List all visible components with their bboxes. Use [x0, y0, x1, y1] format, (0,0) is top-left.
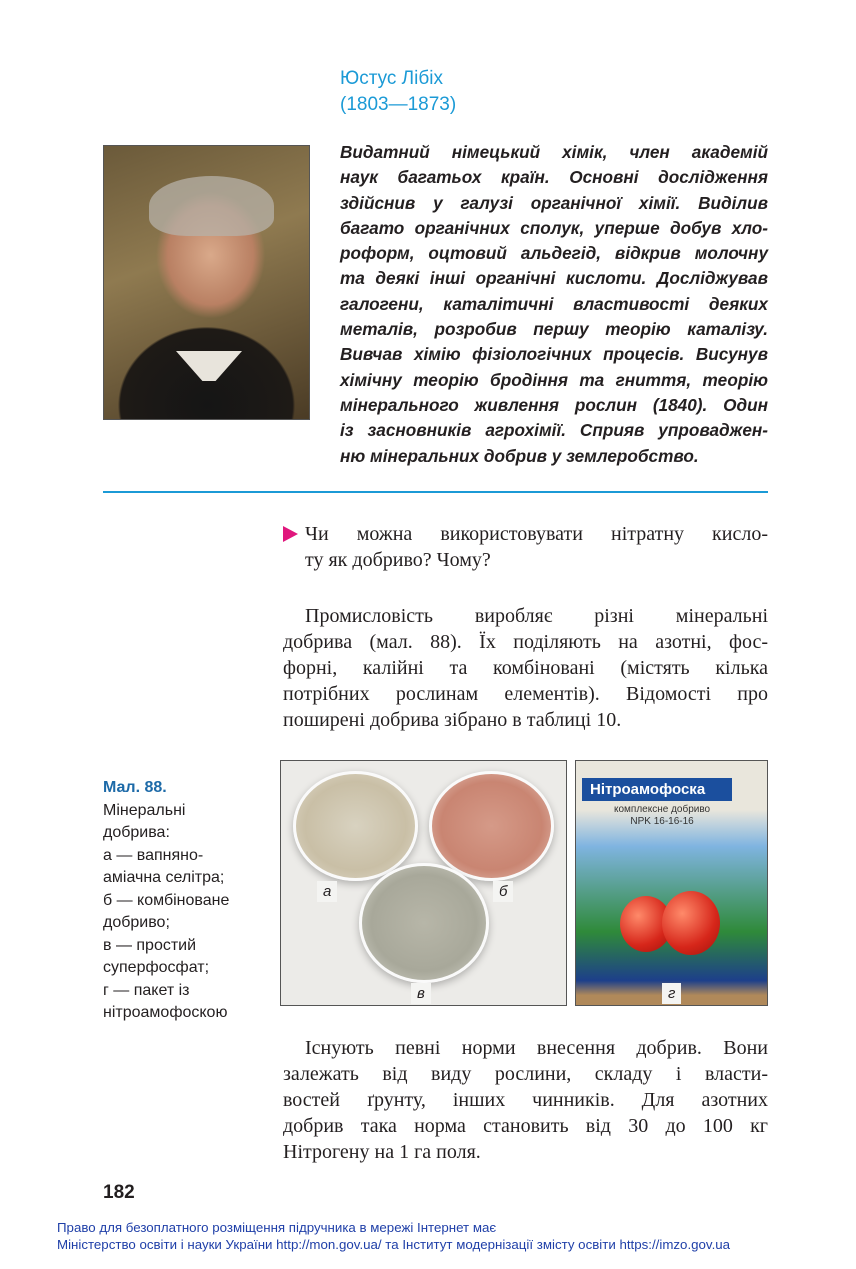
footer-line-2: Міністерство освіти і науки України http://mon.gov.ua/ та Інститут модернізації змісту освіти https://imzo.gov.ua: [57, 1237, 731, 1252]
package-subtitle: [614, 804, 710, 828]
text-line: поширені добрива зібрано в таблиці 10.: [283, 709, 622, 731]
package-brand: Нітроамофоска: [582, 778, 732, 801]
figure-title: Мал. 88.: [103, 779, 167, 796]
page-number: 182: [103, 1182, 135, 1203]
package-npk: NPK 16-16-16: [630, 816, 694, 827]
package-type: комплексне добриво: [614, 804, 711, 815]
text-line: галогени, каталітичні властивості деяких: [340, 293, 768, 314]
label-b: б: [493, 881, 513, 902]
dish-a: [293, 771, 418, 881]
paragraph-norms: [283, 1035, 768, 1165]
biography-title: [340, 66, 456, 118]
text-line: наук багатьох країн. Основні дослідження: [340, 167, 768, 188]
caption-line: б — комбіноване: [103, 891, 230, 909]
text-line: роформ, оцтовий альдегід, відкрив молочну: [340, 243, 768, 264]
figure-caption: [103, 777, 229, 1025]
text-line: потрібних рослинам елементів). Відомості про: [283, 683, 768, 705]
text-line: Промисловість виробляє різні мінеральні: [305, 605, 768, 627]
text-line: із засновників агрохімії. Сприяв упроваджен-: [340, 420, 768, 441]
scientist-name: Юстус Лібіх: [340, 68, 443, 89]
text-line: та деякі інші органічні кислоти. Досліджував: [340, 268, 768, 289]
text-line: Існують певні норми внесення добрив. Вони: [305, 1037, 768, 1059]
fertilizer-package-photo: [575, 760, 768, 1006]
caption-line: суперфосфат;: [103, 959, 210, 976]
text-line: добрив така норма становить від 30 до 100 кг: [283, 1115, 768, 1137]
label-v: в: [411, 983, 431, 1004]
text-line: мінерального живлення рослин (1840). Один: [340, 394, 768, 415]
text-line: здійснив у галузі органічної хімії. Виділив: [340, 192, 768, 213]
caption-line: а — вапняно-: [103, 846, 204, 864]
text-line: Нітрогену на 1 га поля.: [283, 1141, 481, 1163]
caption-line: Мінеральні: [103, 801, 186, 819]
text-line: Чи можна використовувати нітратну кисло-: [305, 523, 768, 545]
label-g: г: [662, 983, 681, 1004]
paragraph-fertilizers: [283, 603, 768, 733]
section-divider: [103, 491, 768, 493]
text-line: ту як добриво? Чому?: [305, 549, 491, 571]
text-line: востей ґрунту, інших чинників. Для азотних: [283, 1089, 768, 1111]
text-line: форні, калійні та комбіновані (містять кілька: [283, 657, 768, 679]
tomato-right: [662, 891, 720, 955]
caption-line: аміачна селітра;: [103, 869, 225, 886]
portrait-collar: [176, 351, 242, 381]
caption-line: добрива:: [103, 824, 170, 841]
biography-text: [340, 140, 768, 469]
copyright-footer: [57, 1219, 730, 1253]
scientist-years: (1803—1873): [340, 94, 457, 115]
question-text: [305, 521, 768, 573]
portrait-image: [103, 145, 310, 420]
text-line: Вивчав хімію фізіологічних процесів. Висунув: [340, 344, 768, 365]
text-line: ню мінеральних добрив у землеробство.: [340, 445, 699, 466]
text-line: металів, розробив першу теорію каталізу.: [340, 319, 768, 340]
caption-line: в — простий: [103, 936, 197, 954]
caption-line: г — пакет із: [103, 981, 190, 999]
fertilizer-dishes-photo: [280, 760, 567, 1006]
text-line: залежать від виду рослини, складу і власти-: [283, 1063, 768, 1085]
text-line: хімічну теорію бродіння та гниття, теорію: [340, 369, 768, 390]
dish-b: [429, 771, 554, 881]
text-line: багато органічних сполук, уперше добув хло-: [340, 217, 768, 238]
footer-line-1: Право для безоплатного розміщення підручника в мережі Інтернет має: [57, 1220, 497, 1235]
dish-v: [359, 863, 489, 983]
caption-line: нітроамофоскою: [103, 1004, 228, 1021]
question-marker-icon: [283, 526, 298, 542]
text-line: Видатний німецький хімік, член академій: [340, 142, 768, 162]
caption-line: добриво;: [103, 914, 170, 931]
portrait-hair: [149, 176, 274, 236]
label-a: а: [317, 881, 337, 902]
text-line: добрива (мал. 88). Їх поділяють на азотні, фос-: [283, 631, 768, 653]
